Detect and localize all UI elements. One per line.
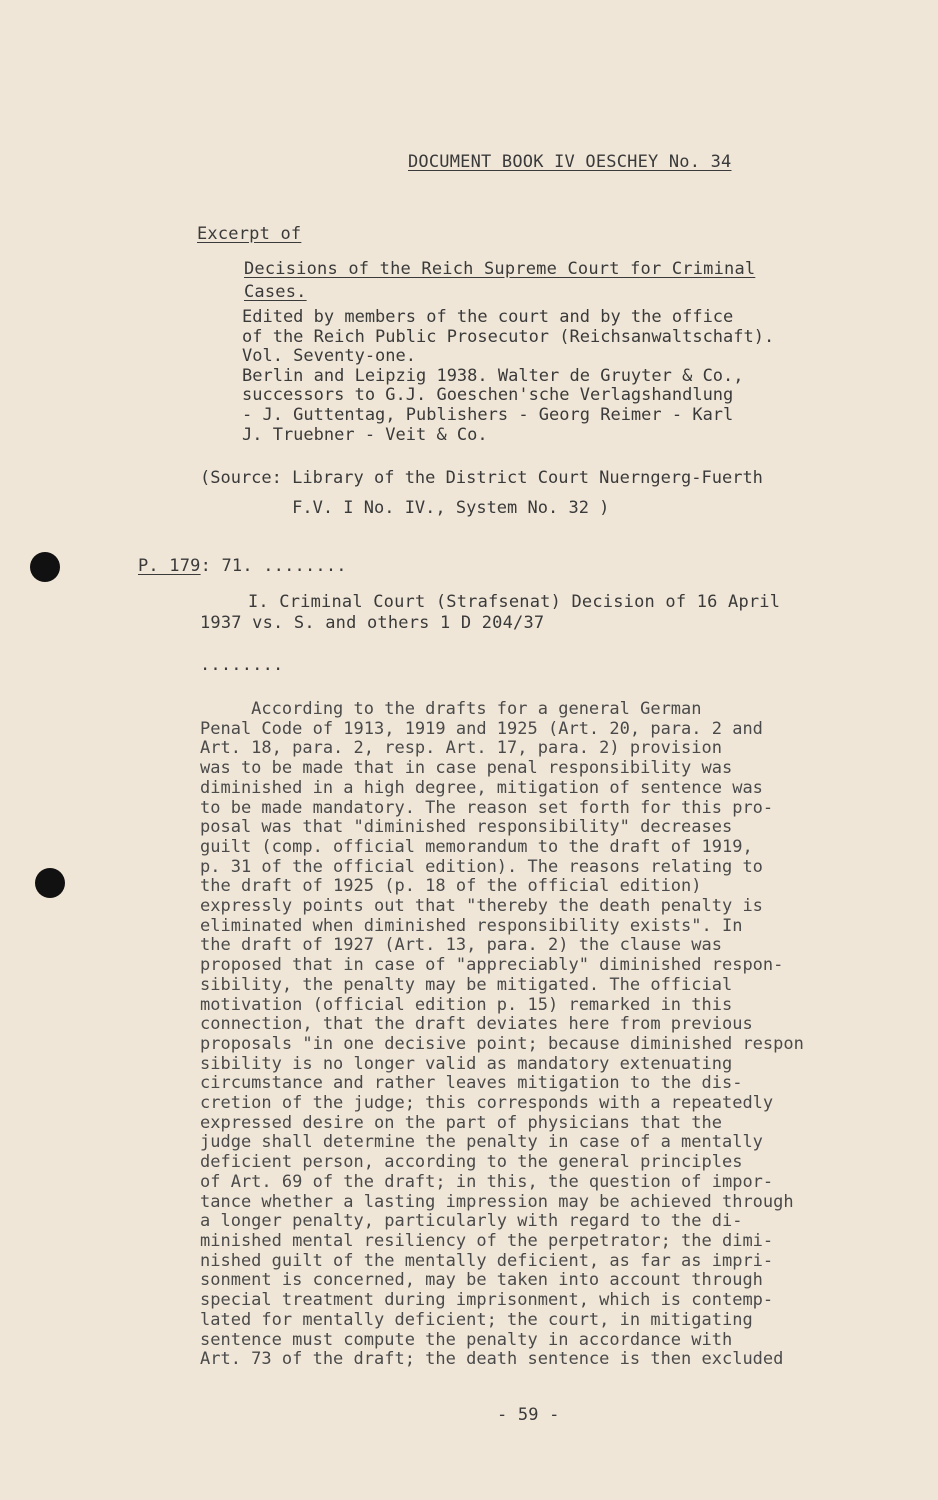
body-line: the draft of 1925 (p. 18 of the official edition): [200, 876, 702, 897]
source-note: [200, 463, 763, 523]
court-decision-line-1: I. Criminal Court (Strafsenat) Decision of 16 April: [248, 592, 781, 612]
excerpt-label: Excerpt of: [197, 224, 302, 244]
reference-line: J. Truebner - Veit & Co.: [242, 424, 488, 445]
body-line: posal was that "diminished responsibility" decreases: [200, 817, 733, 838]
body-paragraph: [200, 700, 910, 1370]
body-line: minished mental resiliency of the perpetrator; the dimi-: [200, 1230, 774, 1251]
body-line: lated for mentally deficient; the court, in mitigating: [200, 1309, 753, 1330]
court-decision-line-2: 1937 vs. S. and others 1 D 204/37: [200, 613, 545, 633]
body-line: p. 31 of the official edition). The reasons relating to: [200, 856, 763, 877]
body-line: connection, that the draft deviates here from previous: [200, 1014, 753, 1035]
body-line: tance whether a lasting impression may be achieved through: [200, 1191, 794, 1212]
body-line: guilt (comp. official memorandum to the draft of 1919,: [200, 836, 753, 857]
reference-line: Vol. Seventy-one.: [242, 346, 416, 367]
source-line: F.V. I No. IV., System No. 32 ): [200, 498, 610, 518]
punch-hole-bottom: [35, 868, 65, 898]
body-line: was to be made that in case penal responsibility was: [200, 758, 733, 779]
reference-line: successors to G.J. Goeschen'sche Verlagshandlung: [242, 385, 734, 406]
reference-line: Berlin and Leipzig 1938. Walter de Gruyter & Co.,: [242, 365, 744, 386]
publication-reference: [242, 308, 774, 445]
source-line: (Source: Library of the District Court Nuerngerg-Fuerth: [200, 468, 763, 488]
body-line: circumstance and rather leaves mitigation to the dis-: [200, 1073, 743, 1094]
body-line: expressly points out that "thereby the death penalty is: [200, 896, 763, 917]
body-line: to be made mandatory. The reason set forth for this pro-: [200, 797, 774, 818]
page-reference-rest: : 71. ........: [200, 556, 347, 576]
body-line: the draft of 1927 (Art. 13, para. 2) the clause was: [200, 935, 722, 956]
body-line: sentence must compute the penalty in accordance with: [200, 1329, 733, 1350]
body-line: Art. 18, para. 2, resp. Art. 17, para. 2) provision: [200, 738, 722, 759]
body-line: sibility is no longer valid as mandatory extenuating: [200, 1053, 733, 1074]
page-number: - 59 -: [497, 1405, 560, 1425]
body-line: deficient person, according to the general principles: [200, 1152, 743, 1173]
body-line: cretion of the judge; this corresponds with a repeatedly: [200, 1093, 774, 1114]
body-line: of Art. 69 of the draft; in this, the question of impor-: [200, 1171, 774, 1192]
title-line-1: Decisions of the Reich Supreme Court for Criminal: [244, 259, 756, 279]
body-line: sibility, the penalty may be mitigated. The official: [200, 974, 733, 995]
body-line: diminished in a high degree, mitigation of sentence was: [200, 777, 763, 798]
reference-line: Edited by members of the court and by the office: [242, 307, 734, 327]
ellipsis: ........: [200, 655, 284, 675]
body-line: Penal Code of 1913, 1919 and 1925 (Art. 20, para. 2 and: [200, 718, 763, 739]
body-line: expressed desire on the part of physicians that the: [200, 1112, 722, 1133]
page-reference: [138, 556, 347, 576]
punch-hole-top: [30, 552, 60, 582]
body-line: nished guilt of the mentally deficient, as far as impri-: [200, 1250, 774, 1271]
reference-line: of the Reich Public Prosecutor (Reichsanwaltschaft).: [242, 326, 775, 347]
body-line: proposals "in one decisive point; because diminished respon: [200, 1033, 804, 1054]
title-line-2: Cases.: [244, 282, 307, 302]
body-line: special treatment during imprisonment, which is contemp-: [200, 1290, 774, 1311]
body-line: proposed that in case of "appreciably" diminished respon-: [200, 955, 784, 976]
page-reference-label: P. 179: [138, 556, 201, 576]
body-line: sonment is concerned, may be taken into account through: [200, 1270, 763, 1291]
body-line: According to the drafts for a general German: [200, 699, 702, 719]
body-line: motivation (official edition p. 15) remarked in this: [200, 994, 733, 1015]
body-line: judge shall determine the penalty in case of a mentally: [200, 1132, 763, 1153]
body-line: a longer penalty, particularly with regard to the di-: [200, 1211, 743, 1232]
reference-line: - J. Guttentag, Publishers - Georg Reimer - Karl: [242, 404, 734, 425]
body-line: eliminated when diminished responsibility exists". In: [200, 915, 743, 936]
document-book-header: DOCUMENT BOOK IV OESCHEY No. 34: [408, 152, 732, 172]
body-line: Art. 73 of the draft; the death sentence is then excluded: [200, 1349, 784, 1370]
